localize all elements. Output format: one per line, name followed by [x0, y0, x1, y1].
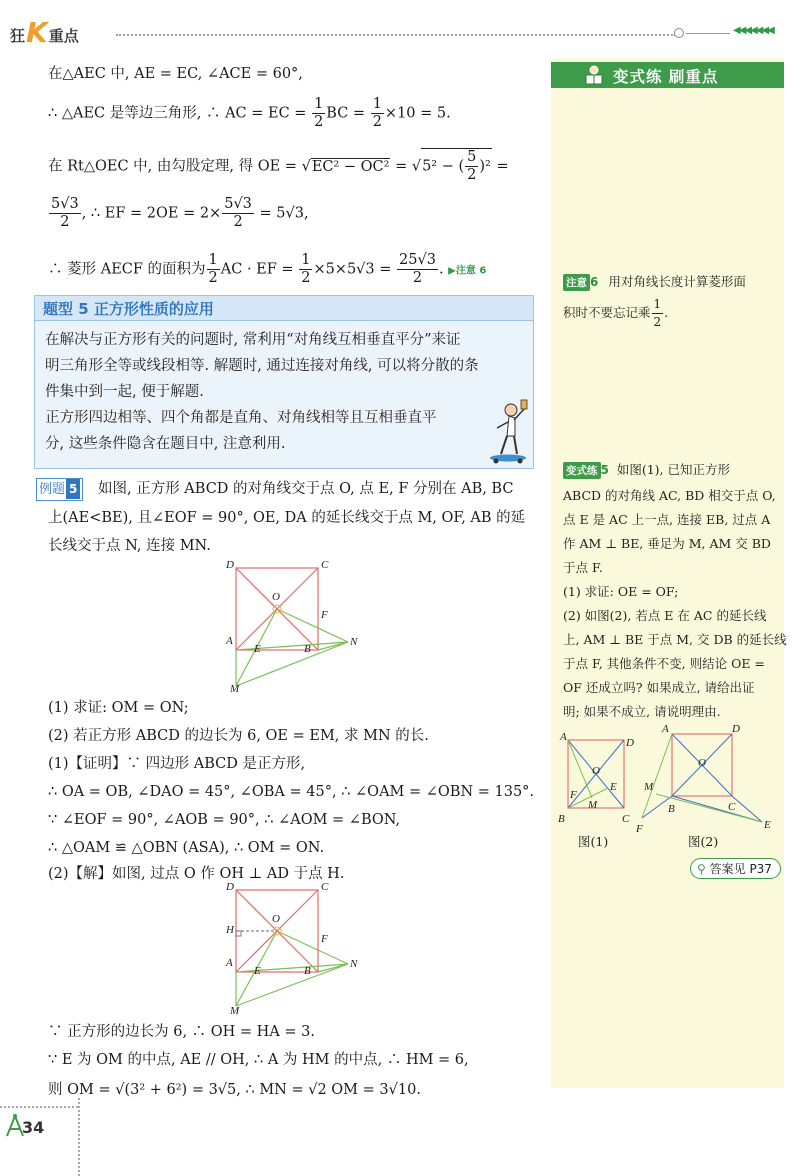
example-line-1: [36, 478, 513, 501]
topic-line: 正方形四边相等、四个角都是直角、对角线相等且互相垂直平: [45, 410, 437, 426]
text: .: [438, 261, 444, 278]
label-A: A: [226, 957, 233, 969]
fraction: [465, 149, 478, 184]
fraction-num: 5√3: [51, 196, 79, 212]
header-arrow-ornament: ◀◀◀◀◀◀◀: [733, 25, 773, 36]
fraction-den: 2: [314, 114, 324, 130]
text: 5² − (: [422, 158, 465, 175]
text: ∴ △AEC 是等边三角形, ∴ AC = EC =: [48, 105, 312, 122]
note-text: 积时不要忘记乘: [563, 305, 651, 320]
topic-line: 分, 这些条件隐含在题目中, 注意利用.: [45, 436, 286, 452]
text: BC =: [326, 105, 370, 122]
label-F: F: [636, 823, 643, 835]
pin-icon: ⚲: [697, 862, 706, 876]
label-F: F: [321, 609, 328, 621]
page-header: [0, 0, 800, 56]
solution-line-4: [48, 196, 309, 231]
solution2-line-1: ∵ 正方形的边长为 6, ∴ OH = HA = 3.: [48, 1024, 315, 1040]
variant-figure-2: [636, 722, 784, 836]
variant-line: ABCD 的对角线 AC, BD 相交于点 O,: [563, 488, 776, 503]
example-text: 如图, 正方形 ABCD 的对角线交于点 O, 点 E, F 分别在 AB, BC: [97, 481, 514, 497]
text: 在 Rt△OEC 中, 由勾股定理, 得 OE = √: [48, 158, 311, 175]
solution-line-1: 在△AEC 中, AE = EC, ∠ACE = 60°,: [48, 66, 303, 82]
logo-text-1: 狂: [10, 27, 26, 45]
variant-line: 上, AM ⊥ BE 于点 M, 交 DB 的延长线: [563, 632, 787, 647]
fraction: [397, 252, 438, 287]
variant-line: 点 E 是 AC 上一点, 连接 EB, 过点 A: [563, 512, 771, 527]
label-E: E: [610, 781, 617, 793]
fraction-den: 2: [60, 214, 70, 230]
note-line-2: [563, 296, 668, 331]
text: , ∴ EF = 2OE = 2×: [81, 205, 222, 222]
variant-line: 于点 F, 其他条件不变, 则结论 OE =: [563, 656, 765, 671]
text: .: [664, 305, 669, 320]
logo-k: K: [26, 16, 48, 49]
topic-line: 明三角形全等或线段相等. 解题时, 通过连接对角线, 可以将分散的条: [45, 358, 479, 374]
topic-header: [35, 296, 533, 321]
fraction-den: 2: [412, 270, 423, 286]
fraction-num: 5√3: [224, 196, 252, 212]
fraction: [371, 96, 384, 131]
topic-line: 件集中到一起, 便于解题.: [45, 384, 204, 400]
fraction-num: 25√3: [399, 252, 436, 268]
variant-line: 于点 F.: [563, 560, 603, 575]
label-C: C: [622, 813, 630, 825]
label-N: N: [350, 958, 358, 970]
fraction: [299, 252, 312, 287]
fraction-den: 2: [653, 315, 662, 329]
solution2-line-2: ∵ E 为 OM 的中点, AE // OH, ∴ A 为 HM 的中点, ∴ HM = 6,: [48, 1052, 469, 1068]
label-E: E: [254, 643, 261, 655]
proof-line-5: (2)【解】如图, 过点 O 作 OH ⊥ AD 于点 H.: [48, 866, 345, 882]
note-line-1: [563, 272, 746, 291]
solution-line-5: [48, 252, 486, 287]
variant-number: 5: [600, 463, 609, 477]
sidebar-header: [551, 62, 784, 88]
student-reading-icon: [581, 64, 607, 86]
series-logo: [10, 16, 79, 49]
answer-text: 答案见 P37: [709, 862, 772, 876]
fraction-num: 1: [652, 296, 664, 314]
example-line-3: 长线交于点 N, 连接 MN.: [48, 538, 211, 554]
variant-line-1: [563, 460, 730, 479]
fraction: [49, 196, 81, 231]
example-line-2: 上(AE<BE), 且∠EOF = 90°, OE, DA 的延长线交于点 M, OF, AB 的延: [48, 510, 526, 526]
label-M: M: [230, 1005, 240, 1016]
fraction-den: 2: [372, 114, 382, 130]
solution-line-3: [48, 148, 509, 184]
proof-line-4: ∴ △OAM ≌ △OBN (ASA), ∴ OM = ON.: [48, 840, 325, 856]
text: = √: [390, 158, 422, 175]
label-B: B: [304, 965, 311, 977]
variant-tag: 变式练: [563, 462, 601, 479]
example-tag: [36, 478, 83, 501]
label-H: H: [226, 924, 234, 936]
fraction-num: 1: [314, 96, 324, 112]
text: ∴ 菱形 AECF 的面积为: [48, 261, 206, 278]
note-reference-link[interactable]: ▶注意 6: [448, 265, 487, 277]
fraction: [652, 296, 664, 331]
note-tag: 注意: [563, 274, 590, 291]
label-N: N: [350, 636, 358, 648]
variant-figure-1-caption: 图(1): [578, 834, 609, 849]
variant-line: 明; 如果不成立, 请说明理由.: [563, 704, 721, 719]
text: ×5×5√3 =: [313, 261, 397, 278]
label-D: D: [226, 560, 234, 571]
fraction: [222, 196, 254, 231]
variant-line: 作 AM ⊥ BE, 垂足为 M, AM 交 BD: [563, 536, 771, 551]
page-number: 34: [22, 1118, 45, 1137]
label-M: M: [230, 683, 240, 694]
example-tag-label: 例题: [39, 482, 66, 497]
label-O: O: [592, 765, 600, 777]
header-rule: [686, 33, 730, 34]
header-dotted-rule: [116, 34, 676, 36]
fraction-den: 2: [467, 167, 477, 183]
note-number: 6: [590, 275, 599, 289]
variant-line: (1) 求证: OE = OF;: [563, 584, 679, 599]
label-C: C: [321, 881, 329, 893]
fraction: [207, 252, 220, 287]
label-B: B: [558, 813, 565, 825]
header-circle-ornament: [674, 28, 684, 38]
label-O: O: [272, 591, 280, 603]
radicand: EC² − OC²: [311, 158, 390, 175]
variant-line: OF 还成立吗? 如果成立, 请给出证: [563, 680, 755, 695]
label-C: C: [321, 560, 329, 571]
label-B: B: [668, 803, 675, 815]
text: = 5√3,: [254, 205, 309, 222]
proof-line-1: (1)【证明】∵ 四边形 ABCD 是正方形,: [48, 756, 306, 772]
fraction-den: 2: [208, 270, 218, 286]
radicand-2: [421, 148, 492, 184]
fraction-den: 2: [301, 270, 311, 286]
footer-rule: [0, 1106, 78, 1108]
text: ×10 = 5.: [384, 105, 451, 122]
sidebar-title: 变式练 刷重点: [613, 68, 719, 86]
example-tag-number: 5: [66, 479, 80, 499]
label-E: E: [254, 965, 261, 977]
solution2-line-3: 则 OM = √(3² + 6²) = 3√5, ∴ MN = √2 OM = 3√10.: [48, 1082, 421, 1098]
proof-line-2: ∴ OA = OB, ∠DAO = 45°, ∠OBA = 45°, ∴ ∠OAM = ∠OBN = 135°.: [48, 784, 535, 800]
footer-divider: [78, 1098, 80, 1176]
label-M: M: [644, 781, 654, 793]
label-O: O: [272, 913, 280, 925]
fraction-num: 1: [372, 96, 382, 112]
question-2: (2) 若正方形 ABCD 的边长为 6, OE = EM, 求 MN 的长.: [48, 728, 429, 744]
fraction-num: 5: [467, 149, 477, 165]
variant-text: 如图(1), 已知正方形: [616, 462, 730, 477]
label-F: F: [321, 933, 328, 945]
logo-text-2: 重点: [48, 27, 79, 45]
text: AC · EF =: [220, 261, 299, 278]
label-A: A: [662, 723, 669, 735]
answer-reference-link[interactable]: [690, 858, 781, 879]
label-D: D: [626, 737, 634, 749]
label-F: F: [570, 789, 577, 801]
example-figure-2: [222, 880, 362, 1016]
skateboarder-illustration-icon: [487, 398, 529, 464]
text: )²: [479, 158, 491, 175]
variant-figure-2-caption: 图(2): [688, 834, 719, 849]
topic-box: [34, 295, 534, 469]
label-M: M: [588, 799, 598, 811]
example-figure-1: [222, 560, 362, 694]
solution-line-2: [48, 96, 451, 131]
fraction-den: 2: [233, 214, 243, 230]
label-B: B: [304, 643, 311, 655]
label-A: A: [560, 731, 567, 743]
label-A: A: [226, 635, 233, 647]
topic-title: 题型 5 正方形性质的应用: [43, 300, 214, 318]
topic-line: 在解决与正方形有关的问题时, 常利用“对角线互相垂直平分”来证: [45, 332, 461, 348]
label-D: D: [732, 723, 740, 735]
text: =: [491, 158, 509, 175]
proof-line-3: ∵ ∠EOF = 90°, ∠AOB = 90°, ∴ ∠AOM = ∠BON,: [48, 812, 401, 828]
label-D: D: [226, 881, 234, 893]
fraction: [312, 96, 325, 131]
label-C: C: [728, 801, 736, 813]
variant-line: (2) 如图(2), 若点 E 在 AC 的延长线: [563, 608, 767, 623]
fraction-num: 1: [301, 252, 311, 268]
label-E: E: [764, 819, 771, 831]
variant-figure-1: [556, 728, 638, 830]
note-text: 用对角线长度计算菱形面: [608, 274, 746, 289]
fraction-num: 1: [208, 252, 218, 268]
label-O: O: [698, 757, 706, 769]
question-1: (1) 求证: OM = ON;: [48, 700, 189, 716]
